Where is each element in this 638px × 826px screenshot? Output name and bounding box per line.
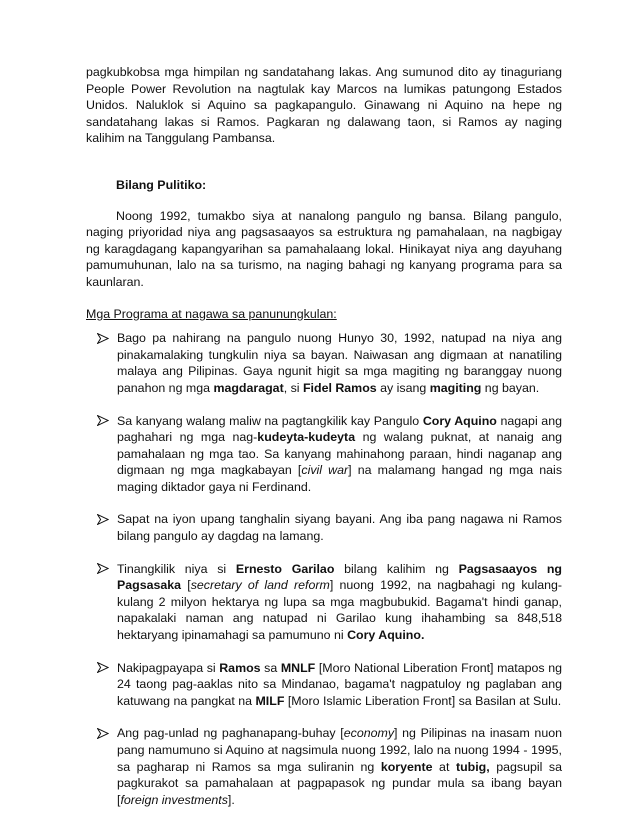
- section-heading: Bilang Pulitiko:: [116, 177, 207, 192]
- text-segment: bilang kalihim ng: [334, 561, 459, 576]
- arrowhead-bullet-icon: [97, 413, 111, 429]
- programs-heading: Mga Programa at nagawa sa panunungkulan:: [86, 306, 337, 321]
- program-bullet-item: [86, 413, 562, 496]
- bold-text: magiting: [429, 380, 482, 395]
- bold-text: Cory Aquino.: [347, 628, 425, 643]
- section-body-paragraph: Noong 1992, tumakbo siya at nanalong pangulo ng bansa. Bilang pangulo, naging priyoridad niya ang pagsasaayos sa estruktura ng pamahalaan, na nagbigay ng karagdagang kapangyarihan sa pamahalaang lokal. Hinikayat niya ang dayuhang pamumuhunan, lalo na sa turismo, na naging bahagi ng kanyang programa para sa kaunlaran.: [86, 208, 562, 289]
- text-segment: ] ng Pilipinas na inasam nuon pang namumuno si Aquino at nagsimula nuong 1992, lalo na nuong 1994 - 1995, sa pagharap ni Ramos sa mga suliranin ng: [117, 726, 562, 774]
- arrowhead-bullet-icon: [97, 725, 111, 741]
- text-segment: Nakipagpayapa si: [117, 660, 220, 675]
- text-segment: ] na malamang hangad ng mga nais maging diktador gaya ni Ferdinand.: [117, 463, 563, 494]
- intro-paragraph: pagkubkobsa mga himpilan ng sandatahang lakas. Ang sumunod dito ay tinaguriang People Power Revolution na nagtulak kay Marcos na lumikas patungong Estados Unidos. Naluklok si Aquino sa pagkapangulo. Ginawang ni Aquino na hepe ng sandatahang lakas si Ramos. Pagkaran ng dalawang taon, si Ramos ay naging kalihim na Tanggulang Pambansa.: [86, 65, 562, 146]
- text-segment: pagsupil sa pagkurakot sa pamahalaan at pagpapasok ng pundar mula sa ibang bayan [: [117, 759, 562, 807]
- text-segment: ng walang puknat, at nanaig ang pamahalaan ng mga tao. Sa kanyang mahinahong paraan, hindi naganap ang digmaan ng mga magkabayan [: [117, 430, 562, 478]
- text-segment: at: [432, 759, 456, 774]
- italic-text: secretary of land reform: [190, 578, 330, 593]
- arrowhead-bullet-icon: [97, 561, 111, 577]
- text-segment: Tinangkilik niya si: [117, 561, 236, 576]
- program-bullet-item: [86, 511, 562, 544]
- bold-text: MILF: [255, 693, 285, 708]
- bold-text: tubig,: [455, 759, 490, 774]
- bold-text: magdaragat: [213, 380, 284, 395]
- arrowhead-bullet-icon: [97, 660, 111, 676]
- document-page: [86, 64, 562, 824]
- text-segment: ].: [227, 792, 235, 807]
- italic-text: civil war: [301, 463, 349, 478]
- text-segment: , si: [283, 380, 303, 395]
- arrowhead-bullet-icon: [97, 330, 111, 346]
- programs-bullet-list: [86, 330, 562, 808]
- text-segment: Ang pag-unlad ng paghanapang-buhay [: [117, 726, 344, 741]
- text-segment: Sapat na iyon upang tanghalin siyang bayani. Ang iba pang nagawa ni Ramos bilang pangulo ay dagdag na lamang.: [117, 512, 562, 544]
- arrowhead-bullet-icon: [97, 511, 111, 527]
- text-segment: [Moro National Liberation Front] matapos ng 24 taong pag-aaklas nito sa Mindanao, bagama't nagpatuloy ng paglaban ang katuwang na pangkat na: [117, 660, 562, 708]
- bold-text: Fidel Ramos: [302, 380, 377, 395]
- bold-text: koryente: [380, 759, 433, 774]
- bold-text: kudeyta-kudeyta: [257, 430, 356, 445]
- program-bullet-item: [86, 725, 562, 808]
- bold-text: MNLF: [280, 660, 316, 675]
- text-segment: [: [181, 578, 191, 593]
- text-segment: Sa kanyang walang maliw na pagtangkilik kay Pangulo: [117, 413, 423, 428]
- italic-text: economy: [343, 726, 395, 741]
- program-bullet-item: [86, 561, 562, 644]
- program-bullet-item: [86, 330, 562, 396]
- text-segment: [Moro Islamic Liberation Front] sa Basilan at Sulu.: [284, 693, 562, 708]
- bold-text: Ramos: [219, 660, 261, 675]
- text-segment: sa: [260, 660, 281, 675]
- italic-text: foreign investments: [120, 792, 228, 807]
- text-segment: ay isang: [376, 380, 430, 395]
- text-segment: Bago pa nahirang na pangulo nuong Hunyo 30, 1992, natupad na niya ang pinakamalaking tungkulin niya sa bayan. Naiwasan ang digmaan at nanatiling malaya ang Pilipinas. Gaya ngunit higit sa mga magiting ng baranggay nuong panahon ng mga: [117, 331, 562, 395]
- text-segment: nagapi ang paghahari ng mga nag-: [117, 413, 562, 445]
- program-bullet-item: [86, 660, 562, 710]
- bold-text: Ernesto Garilao: [235, 561, 335, 576]
- bold-text: Cory Aquino: [422, 413, 497, 428]
- text-segment: ng bayan.: [481, 380, 540, 395]
- text-segment: ] nuong 1992, na nagbahagi ng kulang-kulang 2 milyon hektarya ng lupa sa mga magbubukid. Bagama't hindi ganap, napakalaki naman ang natupad ni Garilao kung ihahambing sa 848,518 hektaryang ipinamahagi sa pamumuno ni: [117, 578, 562, 643]
- bold-text: Pagsasaayos ng Pagsasaka: [117, 561, 562, 593]
